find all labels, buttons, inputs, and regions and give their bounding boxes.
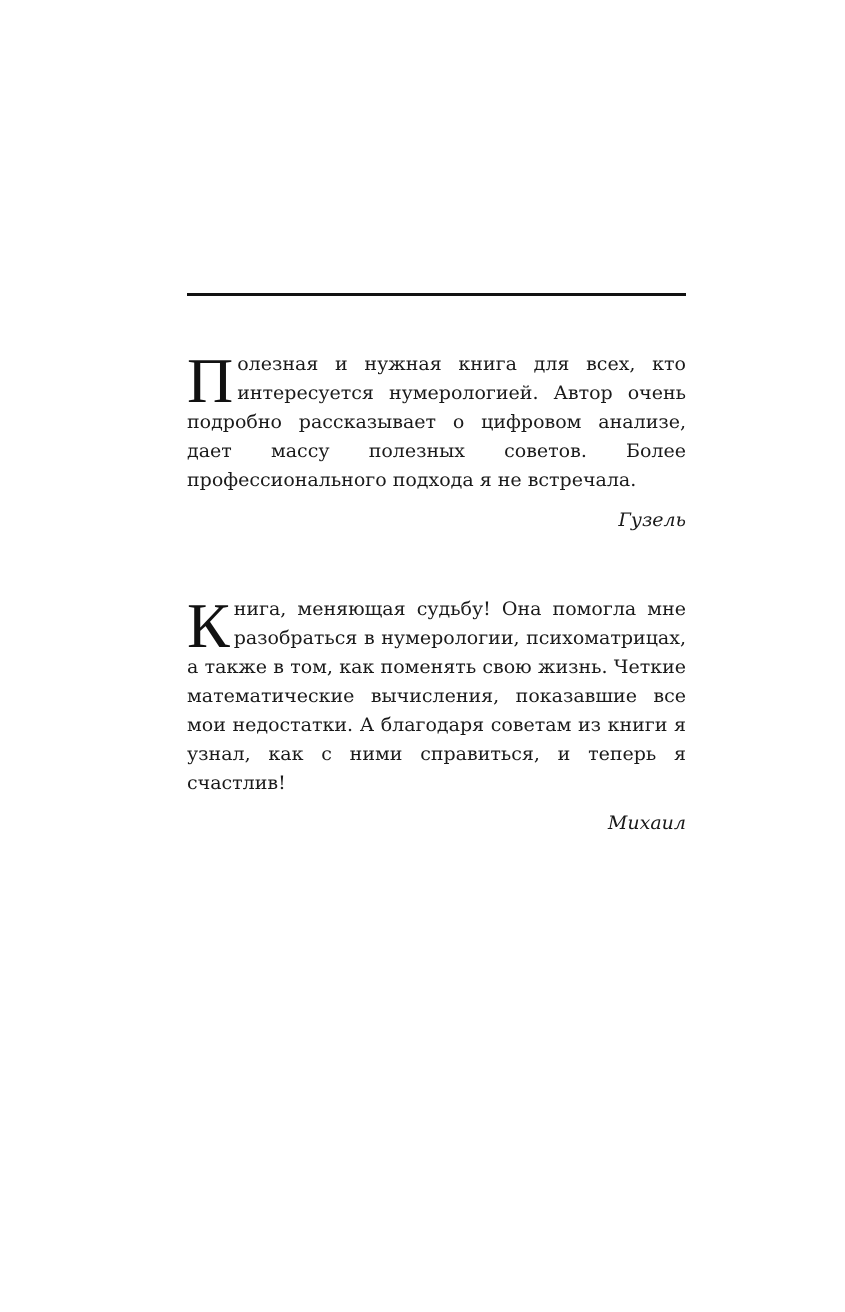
top-divider-rule <box>187 293 686 296</box>
drop-cap-letter: К <box>187 590 230 661</box>
review-guzel <box>187 345 686 535</box>
review-mikhail <box>187 590 686 838</box>
review-text <box>187 590 686 798</box>
review-body: олезная и нужная книга для всех, кто интересуется нумерологией. Автор очень подробно рассказывает о цифровом анализе, дает массу полезных советов. Более профессионального подхода я не встречала. <box>187 353 686 491</box>
review-author: Михаил <box>607 812 686 834</box>
review-body: нига, меняющая судьбу! Она помогла мне разобраться в нумерологии, психоматрицах, а также в том, как поменять свою жизнь. Четкие математические вычисления, показавшие все мои недостатки. А благодаря советам из книги я узнал, как с ними справиться, и теперь я счастлив! <box>187 598 686 794</box>
drop-cap-letter: П <box>187 345 234 416</box>
review-text <box>187 345 686 495</box>
review-author: Гузель <box>618 509 686 531</box>
